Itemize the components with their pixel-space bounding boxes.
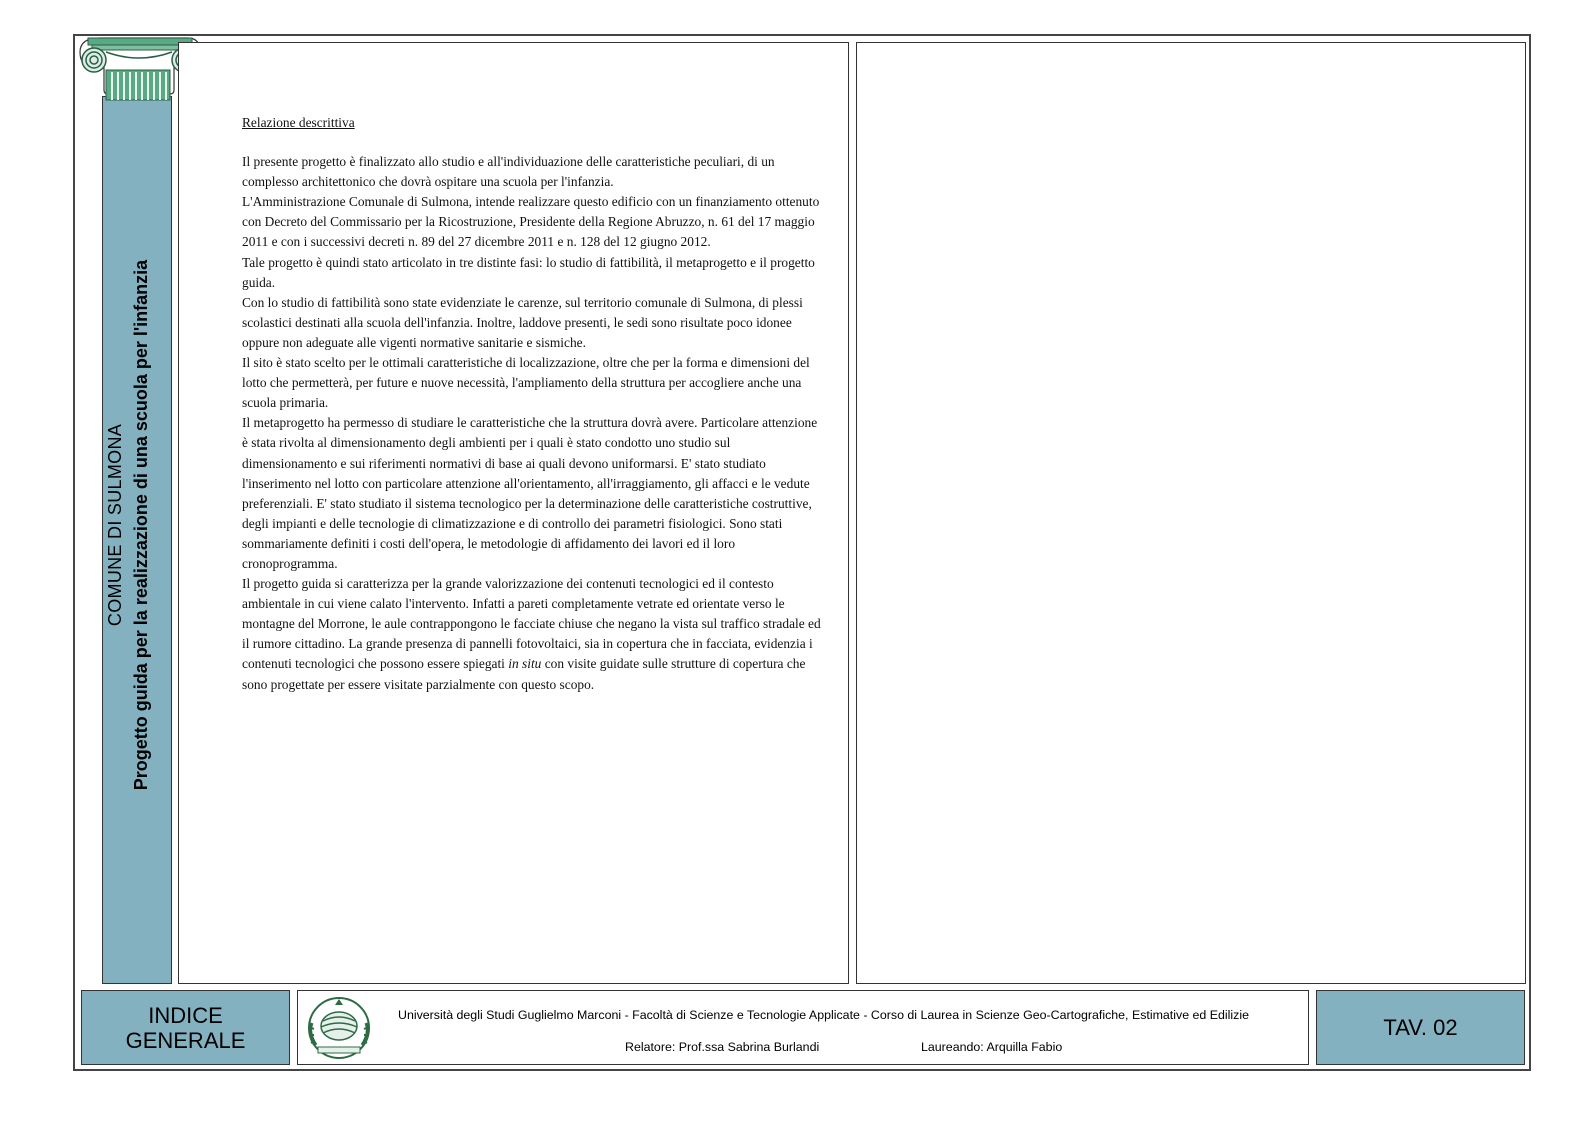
table-number-box: [1316, 990, 1525, 1065]
paragraph-7-start: Il progetto guida si caratterizza per la grande valorizzazione dei contenuti tecnologici ed il contesto ambientale in cui viene calato l'intervento. Infatti a pareti completamente vetrate ed orientate verso le montagne del Morrone, le aule contrappongono le facciate chiuse che negano la vista sul traffico stradale ed il rumore cittadino. La grande presenza di pannelli fotovoltaici, sia in copertura che in facciata, evidenzia i contenuti tecnologici che possono essere spiegati: [242, 576, 821, 672]
municipality-label: COMUNE DI SULMONA: [105, 423, 125, 627]
table-number: TAV. 02: [1383, 1014, 1458, 1040]
report-paragraph-4: Con lo studio di fattibilità sono state evidenziate le carenze, sul territorio comunale di Sulmona, di plessi scolastici destinati alla scuola dell'infanzia. Inoltre, laddove presenti, le sedi sono risultate poco idonee oppure non adeguate alle vigenti normative sanitarie e sismiche.: [242, 294, 803, 350]
supervisor-line: Relatore: Prof.ssa Sabrina Burlandi: [625, 1040, 820, 1054]
sheet-title-line-2: GENERALE: [125, 1027, 246, 1053]
sheet-title-line-1: INDICE: [148, 1002, 223, 1028]
report-body: [242, 113, 822, 695]
report-paragraph-3: Tale progetto è quindi stato articolato in tre distinte fasi: lo studio di fattibilità, il metaprogetto e il progetto guida.: [242, 254, 815, 290]
report-heading: Relazione descrittiva: [242, 115, 355, 130]
drawing-panel: [856, 42, 1526, 984]
sidebar-title: [102, 85, 172, 965]
report-paragraph-5: Il sito è stato scelto per le ottimali caratteristiche di localizzazione, oltre che per la forma e dimensioni del lotto che permetterà, per future e nuove necessità, l'ampliamento della struttura per accogliere anche una scuola primaria.: [242, 355, 810, 411]
paragraph-7-italic: in situ: [508, 656, 542, 672]
university-line: Università degli Studi Guglielmo Marconi - Facoltà di Scienze e Tecnologie Applicate - Corso di Laurea in Scienze Geo-Cartografiche, Estimative ed Edilizie: [398, 1008, 1250, 1022]
report-paragraph-1: Il presente progetto è finalizzato allo studio e all'individuazione delle caratteristiche peculiari, di un complesso architettonico che dovrà ospitare una scuola per l'infanzia.: [242, 154, 775, 190]
report-paragraph-6: Il metaprogetto ha permesso di studiare le caratteristiche che la struttura dovrà avere. Particolare attenzione è stata rivolta al dimensionamento degli ambienti per i quali è stato condotto uno studio sul dimensionamento e sui riferimenti normativi di base ai quali devono uniformarsi. E' stato studiato l'inserimento nel lotto con particolare attenzione all'orientamento, all'irraggiamento, gli affacci e le vedute preferenziali. E' stato studiato il sistema tecnologico per la determinazione delle caratteristiche costruttive, degli impianti e delle tecnologie di climatizzazione e di controllo dei parametri fisiologici. Sono stati sommariamente definiti i costi dell'opera, le metodologie di affidamento dei lavori ed il loro cronoprogramma.: [242, 415, 818, 571]
university-seal-icon: [302, 993, 376, 1063]
info-box: [297, 990, 1309, 1065]
project-title: Progetto guida per la realizzazione di una scuola per l'infanzia: [131, 259, 151, 791]
report-paragraph-2: L'Amministrazione Comunale di Sulmona, intende realizzare questo edificio con un finanziamento ottenuto con Decreto del Commissario per la Ricostruzione, Presidente della Regione Abruzzo, n. 61 del 17 maggio 2011 e con i successivi decreti n. 89 del 27 dicembre 2011 e n. 128 del 12 giugno 2012.: [242, 194, 820, 250]
sheet-title-box: [81, 990, 290, 1065]
paragraph-7-end: con visite guidate sulle strutture di copertura che sono progettate per essere visitate parzialmente con questo scopo.: [242, 656, 806, 692]
report-paragraph-7: [242, 574, 822, 695]
student-line: Laureando: Arquilla Fabio: [921, 1040, 1063, 1054]
